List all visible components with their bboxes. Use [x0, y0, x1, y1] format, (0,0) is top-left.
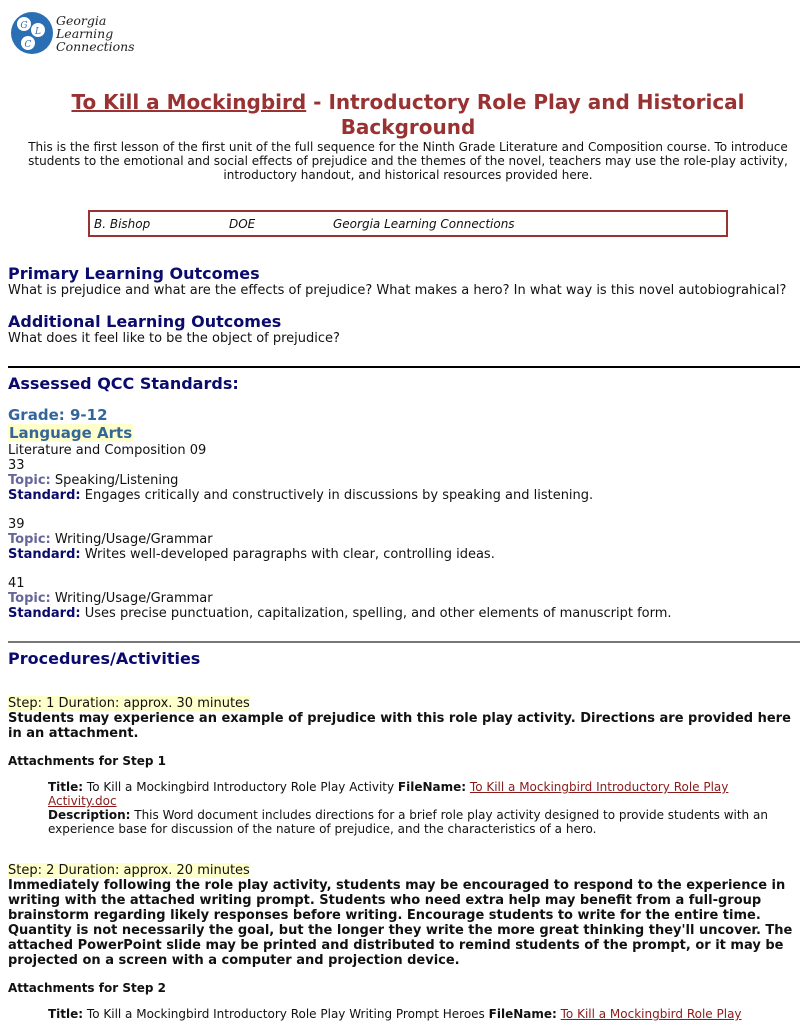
standard-label: Standard: — [8, 488, 81, 503]
logo-letter-l: L — [35, 27, 41, 37]
logo-line-3: Connections — [56, 39, 135, 54]
topic-value: Writing/Usage/Grammar — [54, 532, 213, 547]
attachment-description: This Word document includes directions for a brief role play activity designed to provide students with an experience base for discussion of the nature of prejudice, and the characteristics of a hero. — [48, 808, 768, 836]
glc-logo-icon — [10, 10, 54, 56]
standard-number: 39 — [8, 517, 25, 532]
standard-topic — [8, 591, 213, 606]
filename-label: FileName: — [397, 780, 467, 794]
divider — [8, 366, 800, 368]
attachment-file-link[interactable]: To Kill a Mockingbird Role Play — [560, 1007, 742, 1021]
logo-line-1: Georgia — [56, 13, 107, 28]
attachments-heading: Attachments for Step 2 — [8, 981, 166, 995]
course-name: Literature and Composition 09 — [8, 443, 207, 458]
logo-line-2: Learning — [56, 26, 114, 41]
title-book-link[interactable]: To Kill a Mockingbird — [71, 90, 307, 114]
additional-outcomes-heading: Additional Learning Outcomes — [8, 312, 282, 331]
step-header: Step: 2 Duration: approx. 20 minutes — [8, 863, 250, 878]
standard-text — [8, 547, 495, 562]
standard-text — [8, 488, 593, 503]
standard-value: Engages critically and constructively in discussions by speaking and listening. — [84, 488, 594, 503]
topic-label: Topic: — [8, 473, 51, 488]
author-name: B. Bishop — [94, 217, 151, 231]
topic-label: Topic: — [8, 532, 51, 547]
attachment-entry — [48, 1007, 788, 1021]
filename-label: FileName: — [488, 1007, 557, 1021]
author-agency: DOE — [229, 217, 256, 231]
qcc-heading: Assessed QCC Standards: — [8, 374, 239, 393]
topic-label: Topic: — [8, 591, 51, 606]
authors-box — [88, 210, 728, 237]
additional-outcomes-text: What does it feel like to be the object of prejudice? — [8, 331, 340, 346]
divider — [8, 641, 800, 643]
step-header: Step: 1 Duration: approx. 30 minutes — [8, 696, 250, 711]
attachment-title: To Kill a Mockingbird Introductory Role Play Writing Prompt Heroes — [86, 1007, 485, 1021]
title-label: Title: — [48, 1007, 84, 1021]
lesson-intro: This is the first lesson of the first unit of the full sequence for the Ninth Grade Literature and Composition course. To introduce students to the emotional and social effects of prejudice and the themes of the novel, teachers may use the role-play activity, introductory handout, and historical resources provided here. — [28, 140, 788, 182]
author-organization: Georgia Learning Connections — [333, 217, 515, 231]
step-text: Students may experience an example of prejudice with this role play activity. Directions are provided here in an attachment. — [8, 711, 791, 741]
attachment-title: To Kill a Mockingbird Introductory Role Play Activity — [86, 780, 395, 794]
standard-label: Standard: — [8, 547, 81, 562]
glc-logo[interactable] — [10, 10, 135, 56]
grade-label: Grade: 9-12 — [8, 406, 108, 424]
topic-value: Writing/Usage/Grammar — [54, 591, 213, 606]
standard-value: Writes well-developed paragraphs with clear, controlling ideas. — [84, 547, 495, 562]
subject-label: Language Arts — [9, 424, 133, 442]
logo-letter-c: C — [24, 40, 32, 50]
logo-letter-g: G — [20, 21, 28, 31]
procedures-heading: Procedures/Activities — [8, 649, 201, 668]
description-label: Description: — [48, 808, 131, 822]
primary-outcomes-text: What is prejudice and what are the effects of prejudice? What makes a hero? In what way is this novel autobiograhical? — [8, 283, 787, 298]
standard-number: 41 — [8, 576, 25, 591]
standard-topic — [8, 473, 178, 488]
standard-number: 33 — [8, 458, 25, 473]
primary-outcomes-heading: Primary Learning Outcomes — [8, 264, 260, 283]
attachment-entry — [48, 780, 788, 836]
step-text: Immediately following the role play activity, students may be encouraged to respond to the experience in writing with the attached writing prompt. Students who need extra help may benefit from a full-group brainstorm regarding likely responses before writing. Encourage students to write for the entire time. Quantity is not necessarily the goal, but the longer they write the more great thinking they'll uncover. The attached PowerPoint slide may be printed and distributed to remind students of the prompt, or it may be projected on a screen with a computer and projection device. — [8, 878, 793, 968]
standard-text — [8, 606, 672, 621]
standard-label: Standard: — [8, 606, 81, 621]
standard-topic — [8, 532, 213, 547]
title-label: Title: — [48, 780, 84, 794]
topic-value: Speaking/Listening — [54, 473, 179, 488]
attachments-heading: Attachments for Step 1 — [8, 754, 166, 768]
page-title — [20, 90, 796, 140]
attachment-file-link[interactable]: To Kill a Mockingbird Introductory Role Play Activity.doc — [48, 780, 729, 808]
logo-text — [56, 14, 135, 53]
standard-value: Uses precise punctuation, capitalization, spelling, and other elements of manuscript form. — [84, 606, 672, 621]
title-rest: - Introductory Role Play and Historical Background — [306, 90, 745, 139]
